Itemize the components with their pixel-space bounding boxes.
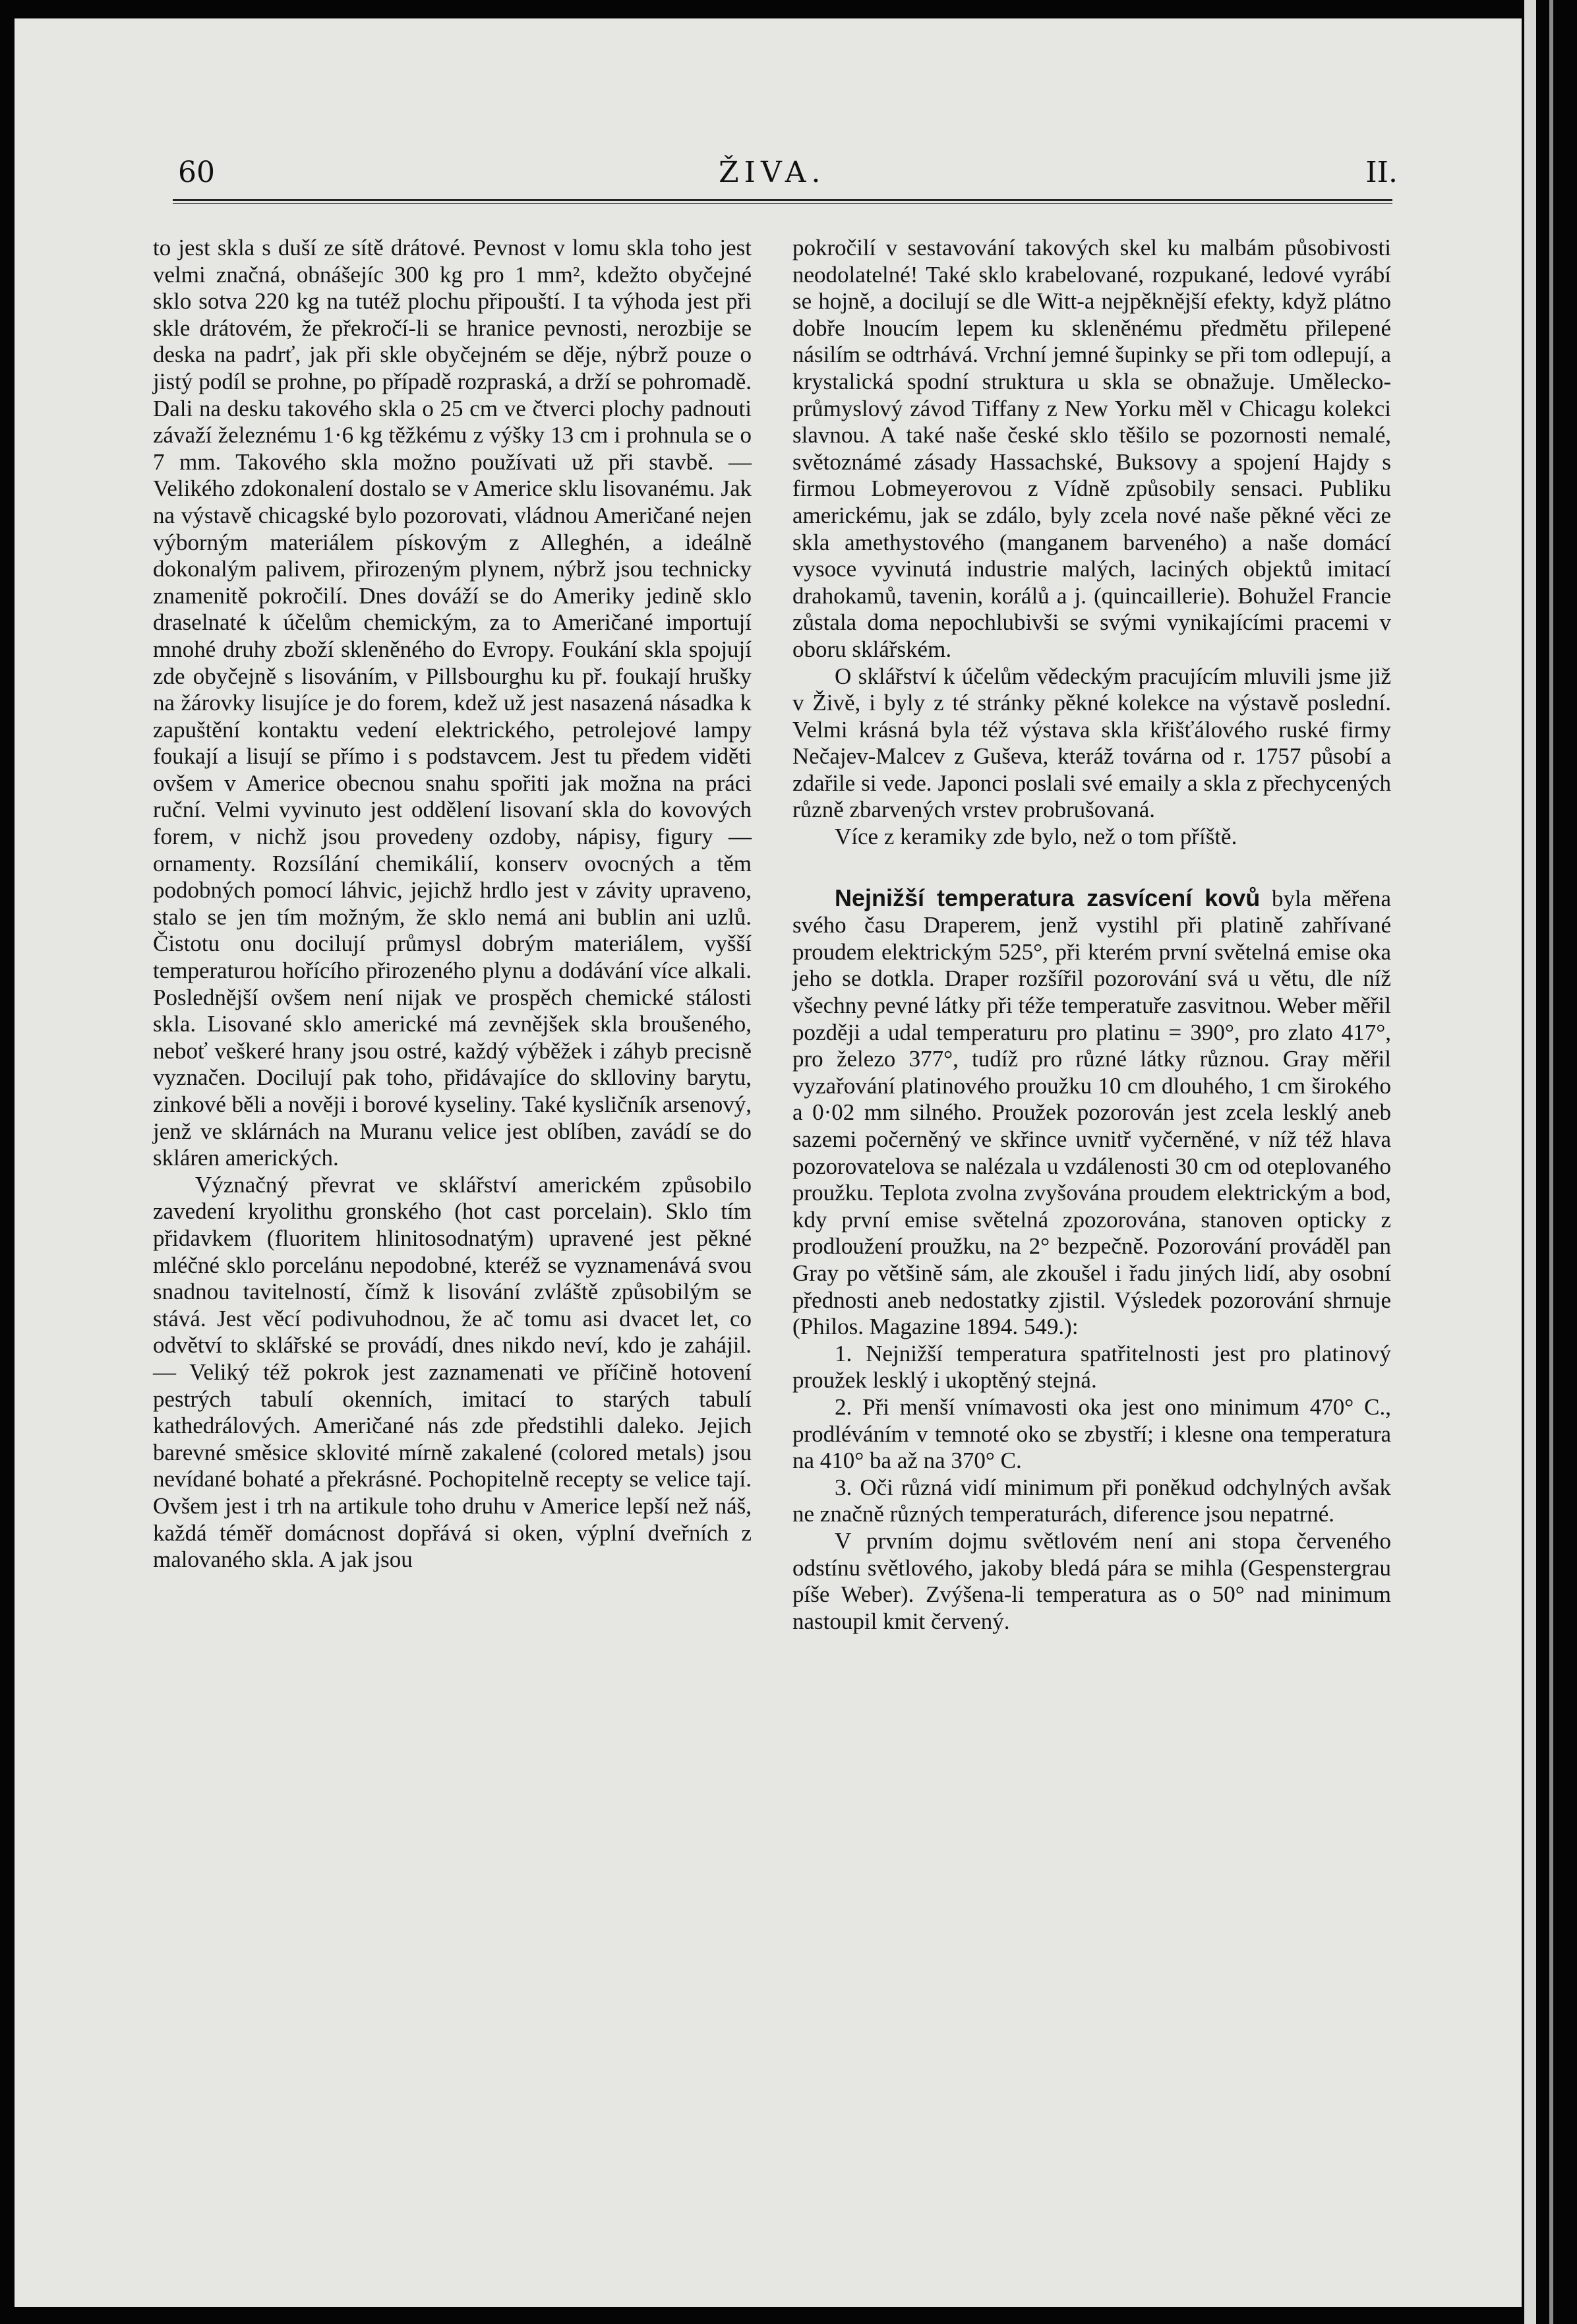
- section-text: byla měřena svého času Draperem, jenž vystihl při platině zahřívané proudem elektrickým 525°, při kterém první světelná emise oka jeho se dotkla. Draper rozšířil pozorování svá u větu, dle níž všechny pevné látky při téže temperatuře zasvitnou. Weber měřil později a udal temperaturu pro platinu = 390°, pro zlato 417°, pro železo 377°, tudíž pro různé látky různou. Gray měřil vyzařování platinového proužku 10 cm dlouhého, 1 cm širokého a 0·02 mm silného. Proužek pozorován jest zcela lesklý aneb sazemi počerněný ve skřince uvnitř vyčerněné, v níž též hlava pozorovatelova se nalézala u vzdálenosti 30 cm od oteplovaného proužku. Teplota zvolna zvyšována proudem elektrickým a bod, kdy první emise světelná zpozorována, stanoven opticky z prodloužení proužku, na 2° bezpečně. Pozorování prováděl pan Gray po většině sám, ale zkoušel i řadu jiných lidí, aby osobní přednosti aneb nedostatky zjistil. Výsledek pozorování shrnuje (Philos. Magazine 1894. 549.):: [792, 885, 1391, 1340]
- paragraph: pokročilí v sestavování takových skel ku malbám působivosti neodolatelné! Také sklo krabelované, rozpukané, ledové vyrábí se hojně, a docilují se dle Witt-a nejpěknější efekty, když plátno dobře lnoucím lepem ku skleněnému předmětu přilepené násilím se odtrhává. Vrchní jemné šupinky se při tom odlepují, a krystalická spodní struktura u skla se obnažuje. Umělecko-průmyslový závod Tiffany z New Yorku měl v Chicagu kolekci slavnou. A také naše české sklo těšilo se pozornosti nemalé, světoznámé zásady Hassachské, Buksovy a spojení Hajdy s firmou Lobmeyerovou z Vídně způsobily sensaci. Publiku americkému, jak se zdálo, byly zcela nové naše pěkné věci ze skla amethystového (manganem barveného) a naše domácí vysoce vyvinutá industrie malých, laciných objektů imitací drahokamů, tavenin, korálů a j. (quincaillerie). Bohužel Francie zůstala doma nepochlubivši se svými vynikajícími pracemi v oboru sklářském.: [792, 235, 1391, 662]
- list-item: 3. Oči různá vidí minimum při poněkud odchylných avšak ne značně různých temperaturách, diference jsou nepatrné.: [792, 1474, 1391, 1527]
- page-number: 60: [178, 156, 215, 189]
- section-gap: [792, 851, 1391, 885]
- binding-edge: [1549, 0, 1553, 2324]
- section-heading: Nejnižší temperatura zasvícení kovů: [835, 884, 1261, 911]
- running-header: [178, 156, 1404, 195]
- paragraph: Význačný převrat ve sklářství americkém způsobilo zavedení kryolithu gronského (hot cast porcelain). Sklo tím přidavkem (fluoritem hlinitosodnatým) upravené jest pěkné mléčné sklo porcelánu nepodobné, kteréž se vyznamenává svou snadnou tavitelností, čímž k lisování zvláště způsobilým se stává. Jest věcí podivuhodnou, že ač tomu asi dvacet let, co odvětví to sklářské se provádí, dnes nikdo neví, kdo je zahájil. — Veliký též pokrok jest zaznamenati ve příčině hotovení pestrých tabulí okenních, imitací to starých tabulí kathedrálových. Američané nás zde předstihli daleko. Jejich barevné směsice sklovité mírně zakalené (colored metals) jsou nevídané bohaté a překrásné. Pochopitelně recepty se velice tají. Ovšem jest i trh na artikule toho druhu v Americe lepší než náš, každá téměř domácnost dopřává si oken, výplní dveřních z malovaného skla. A jak jsou: [153, 1171, 752, 1573]
- paragraph: to jest skla s duší ze sítě drátové. Pevnost v lomu skla toho jest velmi značná, obnášejíc 300 kg pro 1 mm², kdežto obyčejné sklo sotva 220 kg na tutéž plochu připouští. I ta výhoda jest při skle drátovém, že překročí-li se hranice pevnosti, nerozbije se deska na padrť, jak při skle obyčejném se děje, nýbrž pouze o jistý podíl se prohne, po případě rozpraská, a drží se pohromadě. Dali na desku takového skla o 25 cm ve čtverci plochy padnouti závaží železnému 1·6 kg těžkému z výšky 13 cm i prohnula se o 7 mm. Takového skla možno používati už při stavbě. — Velikého zdokonalení dostalo se v Americe sklu lisovanému. Jak na výstavě chicagské bylo pozorovati, vládnou Američané nejen výborným materiálem pískovým z Alleghén, a ideálně dokonalým palivem, přirozeným plynem, nýbrž jsou technicky znamenitě pokročilí. Dnes dováží se do Ameriky jedině sklo draselnaté k účelům chemickým, za to Američané importují mnohé druhy zboží skleněného do Evropy. Foukání skla spojují zde obyčejně s lisováním, v Pillsbourghu ku př. foukají hrušky na žárovky lisujíce je do forem, kdež už jest nasazená násadka k zapuštění kontaktu vedení elektrického, petrolejové lampy foukají a lisují se přímo i s podstavcem. Jest tu předem viděti ovšem v Americe obecnou snahu spořiti jak možna na práci ruční. Velmi vyvinuto jest oddělení lisovaní skla do kovových forem, v nichž jsou provedeny ozdoby, nápisy, figury — ornamenty. Rozsílání chemikálií, konserv ovocných a těm podobných pomocí láhvic, jejichž hrdlo jest v závity upraveno, stalo se jen tím možným, že sklo nemá ani bublin ani uzlů. Čistotu onu docilují průmysl dobrým materiálem, vyšší temperaturou hořícího přirozeného plynu a dodávání více alkali. Poslednější ovšem není nijak ve prospěch chemické stálosti skla. Lisované sklo americké má zevnějšek skla broušeného, neboť veškeré hrany jsou ostré, každý výběžek i záhyb precisně vyznačen. Docilují pak toho, přidávajíce do sklloviny barytu, zinkové běli a nověji i borové kyseliny. Také kysličník arsenový, jenž ve sklárnách na Muranu velice jest oblíben, zavádí se do skláren amerických.: [153, 235, 752, 1171]
- section-paragraph: [792, 885, 1391, 1341]
- page-edge: [1524, 0, 1536, 2324]
- left-column: [153, 235, 752, 1574]
- paragraph: V prvním dojmu světlovém není ani stopa červeného odstínu světlového, jakoby bledá pára se mihla (Gespenstergrau píše Weber). Zvýšena-li temperatura as o 50° nad minimum nastoupil kmit červený.: [792, 1527, 1391, 1634]
- paragraph: Více z keramiky zde bylo, než o tom příště.: [835, 824, 1237, 850]
- paragraph: O sklářství k účelům vědeckým pracujícím mluvili jsme již v Živě, i byly z té stránky pěkné kolekce na výstavě poslední. Velmi krásná byla též výstava skla křišťálového ruské firmy Nečajev-Malcev z Guševa, kteráž továrna od r. 1757 působí a zdařile si vede. Japonci poslali své emaily a skla z přechycených různě zbarvených vrstev probrušovaná.: [792, 663, 1391, 823]
- header-rule: [173, 199, 1392, 204]
- volume-number: II.: [1365, 156, 1398, 189]
- journal-title: ŽIVA.: [719, 156, 826, 189]
- list-item: 1. Nejnižší temperatura spatřitelnosti jest pro platinový proužek lesklý i ukoptěný stejná.: [792, 1340, 1391, 1393]
- list-item: 2. Při menší vnímavosti oka jest ono minimum 470° C., prodléváním v temnoté oko se zbystří; i klesne ona temperatura na 410° ba až na 370° C.: [792, 1393, 1391, 1474]
- right-column: [792, 235, 1391, 1635]
